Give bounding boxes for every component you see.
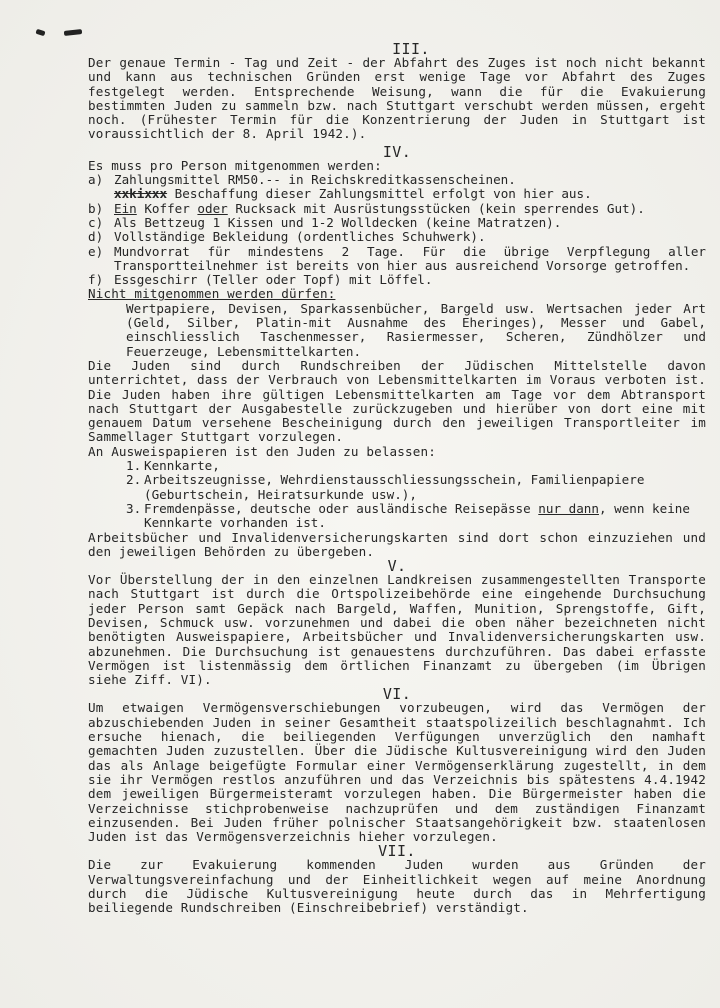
list-item-a <box>88 173 706 187</box>
list-item-text: Arbeitszeugnisse, Wehrdienstausschliessungsschein, Familienpapiere (Geburtschein, Heiratsurkunde usw.), <box>144 472 645 502</box>
section-heading-iv: IV. <box>382 142 412 161</box>
section-heading-iii: III. <box>392 40 430 58</box>
list-item-e <box>88 245 706 274</box>
text-run: , wenn keine Kennkarte vorhanden ist. <box>144 500 690 531</box>
text-run: Fremdenpässe, deutsche oder ausländische Reisepässe <box>144 500 539 516</box>
list-item-label: c) <box>88 214 104 230</box>
list-item-label: 1. <box>126 458 142 474</box>
list-item-label: b) <box>88 200 104 216</box>
section-heading-vii: VII. <box>378 842 416 861</box>
list-item-label: e) <box>88 243 104 259</box>
list-item-text: Essgeschirr (Teller oder Topf) mit Löffel. <box>114 272 433 288</box>
punch-marks <box>36 30 84 36</box>
forbidden-items-text: Wertpapiere, Devisen, Sparkassenbücher, Bargeld usw. Wertsachen jeder Art (Geld, Silber, Platin-mit Ausnahme des Eheringes), Messer und Gabel, einschliesslich Taschenmesser, Rasiermesser, Scheren, Zündhölzer und Feuerzeuge, Lebensmittelkarten. <box>126 300 706 359</box>
underlined-word: nur dann <box>538 500 599 516</box>
section-vii-text: Die zur Evakuierung kommenden Juden wurden aus Gründen der Verwaltungsvereinfachung und der Einheitlichkeit wegen auf meine Anordnung durch die Jüdische Kultusvereinigung heute durch das in Mehrfertigung beiliegende Rundschreiben (Einschreibebrief) verständigt. <box>88 857 706 916</box>
section-v <box>88 559 706 687</box>
list-item-d <box>88 230 706 244</box>
ration-cards-paragraph: Die Juden sind durch Rundschreiben der Jüdischen Mittelstelle davon unterrichtet, dass der Verbrauch von Lebensmittelkarten im Voraus verboten ist. Die Juden haben ihre gültigen Lebensmittelkarten am Tage vor dem Abtransport nach Stuttgart der Ausgabestelle zurückzugeben und hierüber von dort eine mit genauem Datum versehene Bescheinigung durch den jeweiligen Transportleiter im Sammellager Stuttgart vorzulegen. <box>88 357 706 445</box>
section-heading-v: V. <box>387 557 407 576</box>
id-paper-item-1 <box>88 459 706 473</box>
underlined-word: Ein <box>114 200 137 216</box>
section-vi <box>88 687 706 844</box>
list-item-f <box>88 273 706 287</box>
list-item-label: a) <box>88 172 104 188</box>
section-iv-intro: Es muss pro Person mitgenommen werden: <box>88 157 382 173</box>
id-papers-closing: Arbeitsbücher und Invalidenversicherungskarten sind dort schon einzuziehen und den jeweiligen Behörden zu übergeben. <box>88 529 706 559</box>
list-item-text: Vollständige Bekleidung (ordentliches Schuhwerk). <box>114 229 486 245</box>
list-item-label: d) <box>88 229 104 245</box>
id-paper-item-3 <box>88 502 706 531</box>
list-item-text: Zahlungsmittel RM50.-- in Reichskreditkassenscheinen. <box>114 172 516 188</box>
underlined-word: oder <box>197 200 228 216</box>
list-item-text <box>144 502 706 531</box>
list-item-c <box>88 216 706 230</box>
list-item-text: Mundvorrat für mindestens 2 Tage. Für die übrige Verpflegung aller Transportteilnehmer ist bereits von hier aus ausreichend Vorsorge getroffen. <box>114 243 706 273</box>
list-item-label: 3. <box>126 500 142 516</box>
list-item-label: f) <box>88 272 104 288</box>
text-run: Koffer <box>136 200 198 216</box>
section-vii <box>88 844 706 915</box>
section-iii <box>88 42 706 142</box>
section-v-text: Vor Überstellung der in den einzelnen Landkreisen zusammengestellten Transporte nach Stuttgart ist durch die Ortspolizeibehörde eine eingehende Durchsuchung jeder Person samt Gepäck nach Bargeld, Waffen, Munition, Sprengstoffe, Gift, Devisen, Schmuck usw. vorzunehmen und dabei die oben näher bezeichneten nicht benötigten Ausweispapiere, Arbeitsbücher und Invalidenversicherungskarten usw. abzunehmen. Die Durchsuchung ist genauestens durchzuführen. Das dabei erfasste Vermögen ist listenmässig dem örtlichen Finanzamt zu übergeben (im Übrigen siehe Ziff. VI). <box>88 572 706 688</box>
section-heading-vi: VI. <box>382 685 412 704</box>
list-item-text: Beschaffung dieser Zahlungsmittel erfolgt von hier aus. <box>167 186 592 202</box>
list-item-text: Als Bettzeug 1 Kissen und 1-2 Wolldecken (keine Matratzen). <box>114 214 562 230</box>
list-item-text: Kennkarte, <box>144 458 220 474</box>
text-run: Rucksack mit Ausrüstungsstücken (kein sperrendes Gut). <box>227 200 645 216</box>
forbidden-items-heading: Nicht mitgenommen werden dürfen: <box>88 286 336 302</box>
id-papers-intro: An Ausweispapieren ist den Juden zu belassen: <box>88 443 436 459</box>
list-item-a-continuation <box>88 187 706 201</box>
section-iii-text: Der genaue Termin - Tag und Zeit - der Abfahrt des Zuges ist noch nicht bekannt und kann aus technischen Gründen erst wenige Tage vor Abfahrt des Zuges festgelegt werden. Entsprechende Weisung, wann die für die Evakuierung bestimmten Juden zu sammeln bzw. nach Stuttgart verschubt werden müssen, ergeht noch. (Frühester Termin für die Konzentrierung der Juden in Stuttgart ist voraussichtlich der 8. April 1942.). <box>88 55 706 142</box>
list-item-text <box>114 202 706 216</box>
id-paper-item-2 <box>88 473 706 502</box>
list-item-label: 2. <box>126 472 142 488</box>
section-vi-text: Um etwaigen Vermögensverschiebungen vorzubeugen, wird das Vermögen der abzuschiebenden Juden in seiner Gesamtheit staatspolizeilich beschlagnahmt. Ich ersuche hienach, die beiliegenden Verfügungen unverzüglich den namhaft gemachten Juden zuzustellen. Über die Jüdische Kultusvereinigung wird den Juden das als Anlage beigefügte Formular einer Vermögenserklärung zugestellt, in dem sie ihr Vermögen restlos anzuführen und das Verzeichnis bis spätestens 4.4.1942 dem jeweiligen Bürgermeisteramt vorzulegen haben. Die Bürgermeister haben die Verzeichnisse stichprobenweise nachzuprüfen und dem zuständigen Finanzamt einzusenden. Bei Juden früher polnischer Staatsangehörigkeit bzw. staatenlosen Juden ist das Vermögensverzeichnis hieher vorzulegen. <box>88 700 706 845</box>
list-item-b <box>88 202 706 216</box>
section-iv <box>88 142 706 559</box>
struck-out-word: xxkixxx <box>114 186 168 202</box>
